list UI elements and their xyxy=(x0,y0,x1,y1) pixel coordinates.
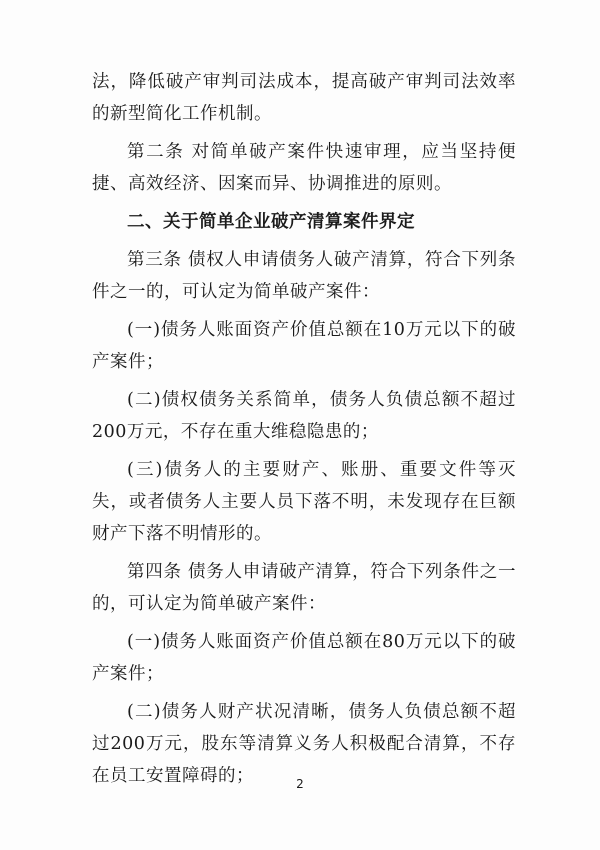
paragraph-article-2: 第二条 对简单破产案件快速审理，应当坚持便捷、高效经济、因案而异、协调推进的原则。 xyxy=(92,142,516,194)
paragraph-article-4-item-2: (二)债务人财产状况清晰，债务人负债总额不超过200万元，股东等清算义务人积极配合清算，不存在员工安置障碍的； xyxy=(92,702,516,786)
paragraph-article-4-item-1: (一)债务人账面资产价值总额在80万元以下的破产案件； xyxy=(92,632,516,684)
paragraph-article-3: 第三条 债权人申请债务人破产清算，符合下列条件之一的，可认定为简单破产案件： xyxy=(92,250,516,302)
document-body xyxy=(92,66,516,798)
paragraph-article-4: 第四条 债务人申请破产清算，符合下列条件之一的，可认定为简单破产案件： xyxy=(92,562,516,614)
section-heading: 二、关于简单企业破产清算案件界定 xyxy=(127,212,415,232)
paragraph-article-3-item-1: (一)债务人账面资产价值总额在10万元以下的破产案件； xyxy=(92,320,516,372)
paragraph-article-3-item-3: (三)债务人的主要财产、账册、重要文件等灭失，或者债务人主要人员下落不明，未发现存在巨额财产下落不明情形的。 xyxy=(92,460,516,544)
paragraph-article-3-item-2: (二)债权债务关系简单，债务人负债总额不超过200万元，不存在重大维稳隐患的； xyxy=(92,390,516,442)
paragraph-continuation: 法，降低破产审判司法成本，提高破产审判司法效率的新型简化工作机制。 xyxy=(92,72,516,124)
page-number: 2 xyxy=(296,777,304,791)
